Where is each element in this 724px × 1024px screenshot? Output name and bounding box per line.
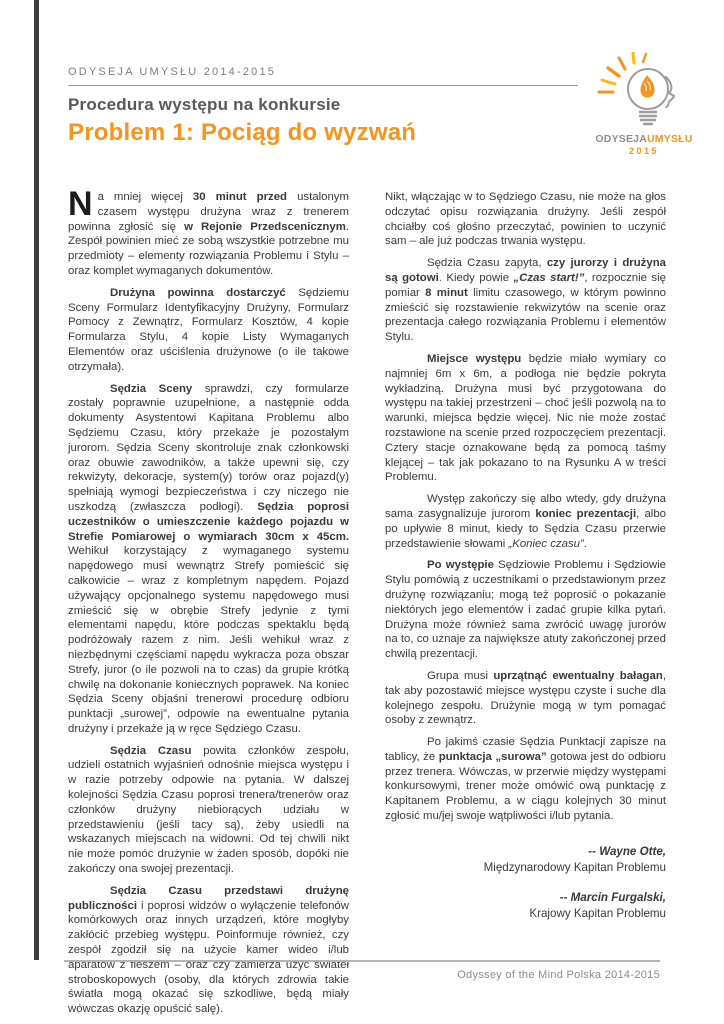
text-run: punktacja „surowa” (438, 750, 547, 763)
series-kicker: ODYSEJA UMYSŁU 2014-2015 (68, 66, 277, 78)
text-run: Sędzia Sceny (110, 382, 193, 395)
logo-wordmark (586, 133, 702, 145)
text-run: . (583, 537, 587, 550)
body-paragraph (68, 884, 349, 1017)
logo-name-orange: UMYSŁU (647, 133, 693, 145)
body-columns (68, 185, 667, 1024)
text-run: Sędzia Czasu przedstawi drużynę publiczności (68, 884, 349, 912)
text-run: a mniej więcej (97, 191, 193, 203)
text-run: limitu czasowego, w którym powinno zmieścić się rozstawienie rekwizytów na scenie oraz prezentacja całego rozwiązania Problemu i elementów Stylu. (385, 286, 666, 344)
logo-name-gray: ODYSEJA (595, 133, 648, 145)
body-paragraph (385, 256, 666, 345)
dropcap: N (68, 185, 93, 223)
text-run: Wehikuł korzystający z wymaganego systemu napędowego musi wewnątrz Strefy pomieścić się całkowicie – wraz z kompletnym napędem. Pojazd używający opcjonalnego systemu napędowego musi zmieścić się w obrębie Strefy jedynie z tymi elementami napędu, które podczas spektaklu będą podróżowały razem z nim. Jeśli wehikuł wraz z niezbędnymi częściami napędu wykracza poza obszar Strefy, juror (o ile pozwoli na to czas) da grupie krótką chwilę na dokonanie koniecznych poprawek. Na koniec Sędzia Sceny objaśni trenerowi procedurę odbioru punktacji „surowej”, odpowie na ewentualne pytania drużyny i przekaże ją w ręce Sędziego Czasu. (68, 545, 349, 735)
document-header (68, 66, 580, 147)
text-run: „Czas start!” (513, 271, 585, 284)
signature-title: Krajowy Kapitan Problemu (529, 906, 666, 920)
text-run: Po jakimś czasie Sędzia Punktacji zapisze na tablicy, że (385, 736, 666, 763)
text-run: sprawdzi, czy formularze zostały poprawnie uzupełnione, a następnie odda dokumenty Asystentowi Kapitana Problemu albo Sędziemu Czasu, który przekaże je pozostałym jurorom. Sędzia Sceny skontroluje znak członkowski oraz obuwie zawodników, a także upewni się, czy rekwizyty, dekoracje, system(y) torów oraz pojazd(y) spełniają wymogi bezpieczeństwa i czy niczego nie uszkodzą (zwłaszcza podłogi). (68, 382, 349, 513)
text-run: w Rejonie Przedscenicznym (184, 220, 346, 233)
body-paragraph (385, 352, 666, 485)
text-run: . Kiedy powie (438, 271, 514, 284)
text-run: „Koniec czasu” (508, 537, 584, 550)
body-paragraph (385, 190, 666, 249)
logo-year: 2015 (628, 146, 660, 156)
body-paragraph (385, 558, 666, 662)
body-paragraph (68, 286, 349, 375)
text-run: Sędzia Czasu (110, 744, 192, 757)
signature-title: Międzynarodowy Kapitan Problemu (483, 860, 666, 874)
text-run: ustalonym czasem występu drużyna wraz z trenerem powinna zgłosić się (68, 191, 349, 233)
odyssey-logo (586, 52, 702, 156)
body-paragraph (68, 382, 349, 737)
text-run: Sędzia Czasu zapyta, (427, 257, 547, 270)
text-run: 30 minut przed (192, 191, 288, 203)
text-run: gotowa jest do odbioru przez trenera. Wówczas, w przerwie między występami konkursowymi, trener może omówić ową punktację z Kapitanem Problemu, a w ciągu kolejnych 30 minut zgłosić mu/jej swoje wątpliwości i/lub pytania. (385, 750, 666, 823)
text-run: Nikt, włączając w to Sędziego Czasu, nie może na głos odczytać opisu rozwiązania drużyny. Jeśli zespół chciałby coś głośno przeczytać, powinien to uczynić sam – ale już podczas trwania występu. (385, 191, 666, 248)
text-run: powita członków zespołu, udzieli ostatnich wyjaśnień odnośnie miejsca występu i w razie potrzeby odpowie na pytania. W dalszej kolejności Sędzia Czasu poprosi trenera/trenerów oraz członków drużyny niebiorących udziału w przedstawieniu (jeśli tacy są), żeby usiedli na wskazanych miejscach na widowni. Od tej chwili nikt nie może pomóc drużynie w żaden sposób, dopóki nie zakończy ona swojej prezentacji. (68, 744, 349, 876)
body-paragraph (385, 492, 666, 551)
footer-rule (64, 960, 660, 962)
body-paragraph (385, 735, 666, 824)
body-paragraph (68, 185, 349, 279)
signature-name: -- Wayne Otte, (588, 844, 666, 858)
lightbulb-head-icon (592, 52, 696, 132)
text-run: Miejsce występu (427, 352, 522, 365)
text-run: Sędziowie Problemu i Sędziowie Stylu pomówią z uczestnikami o przedstawionym przez drużynę rozwiązaniu; mogą też poprosić o pokazanie niektórych jego elementów i zadać grupie kilka pytań. Drużyna może również sama zwrócić uwagę jurorów na to, co uznaje za największe atuty zakończonej przed chwilą prezentacji. (385, 559, 667, 661)
text-run: koniec prezentacji (535, 507, 637, 520)
header-rule (68, 85, 578, 86)
signature-national (385, 890, 666, 922)
text-run: uprzątnąć ewentualny bałagan (493, 669, 663, 682)
signature-name: -- Marcin Furgalski, (559, 890, 666, 904)
signature-international (385, 844, 666, 876)
text-run: Drużyna powinna dostarczyć (110, 286, 286, 299)
right-text-column (385, 190, 666, 1024)
footer-text: Odyssey of the Mind Polska 2014-2015 (457, 969, 660, 981)
page-title: Problem 1: Pociąg do wyzwań (68, 119, 417, 146)
body-paragraph (385, 669, 666, 728)
text-run: . Zespół powinien mieć ze sobą wszystkie potrzebne mu przedmioty – elementy rozwiązania Problemu i Stylu – oraz komplet wymaganych dokumentów. (68, 220, 349, 277)
left-accent-bar (34, 0, 39, 960)
text-run: i poprosi widzów o wyłączenie telefonów komórkowych oraz innych urządzeń, które mogłyby zakłócić przebieg występu. Poinformuje również, czy zespół zgodził się na użycie kamer wideo i/lub aparatów z fleszem – oraz czy zamierza użyć świateł stroboskopowych (osoby, dla których zdrowia takie światła mogą okazać się szkodliwe, będą miały wówczas okazję opuścić salę). (68, 899, 349, 1016)
text-run: będzie miało wymiary co najmniej 6m x 6m, a podłoga nie będzie pokryta wykładziną. Drużyna musi być przygotowana do występu na takiej przestrzeni – choć jeśli pozwolą na to warunki, miejsca będzie więcej. Nic nie może zostać rozstawione na scenie przed rozpoczęciem prezentacji. Cztery stacje oznakowane będą za pomocą taśmy klejącej – tak jak pokazano to na Rysunku A w treści Problemu. (385, 352, 666, 484)
right-paragraphs (385, 190, 666, 824)
text-run: , rozpocznie się pomiar (385, 271, 666, 299)
text-run: 8 minut (425, 286, 468, 299)
document-subtitle: Procedura występu na konkursie (68, 95, 341, 114)
text-run: Występ zakończy się albo wtedy, gdy drużyna sama zasygnalizuje jurorom (385, 493, 666, 520)
body-paragraph (68, 744, 349, 877)
text-run: , tak aby pozostawić miejsce występu czyste i suche dla kolejnego zespołu. Drużynie mogą w tym pomagać osoby z zewnątrz. (385, 669, 666, 727)
text-run: Sędzia poprosi uczestników o umieszczenie każdego pojazdu w Strefie Pomiarowej o wymiarach 30cm x 45cm. (68, 500, 349, 543)
text-run: Grupa musi (427, 669, 494, 682)
text-run: Po występie (427, 559, 494, 572)
text-run: , albo po upływie 8 minut, kiedy to Sędzia Czasu przerwie przedstawienie słowami (385, 507, 666, 550)
left-text-column (68, 185, 349, 1024)
text-run: Sędziemu Sceny Formularz Identyfikacyjny Drużyny, Formularz Pomocy z Zewnątrz, Formularz Kosztów, 4 kopie Formularza Stylu, 4 kopie Listy Wymaganych Elementów oraz uściślenia drużynowe (o ile takowe otrzymała). (68, 286, 349, 373)
text-run: czy jurorzy i drużyna są gotowi (385, 257, 666, 284)
